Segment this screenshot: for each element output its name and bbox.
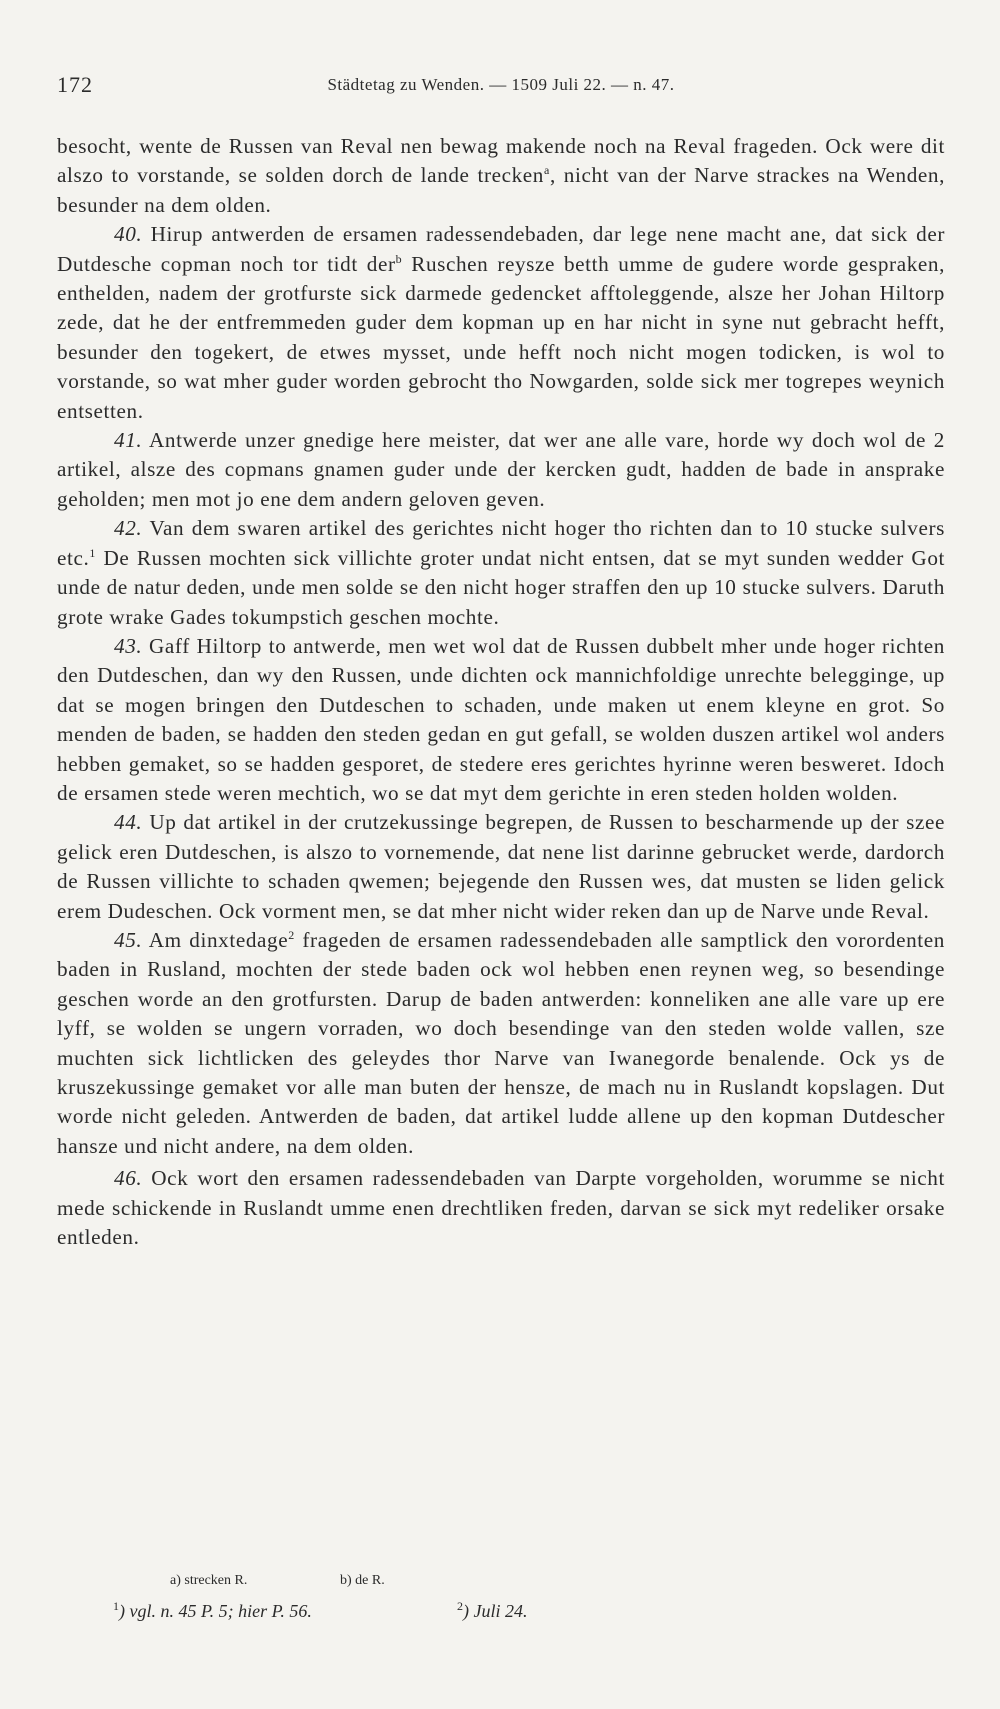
- textual-notes: [57, 1573, 945, 1601]
- paragraph-text: De Russen mochten sick villichte groter undat nicht entsen, dat se myt sunden wedder Got unde de natur deden, unde men solde se den nicht hoger straffen den up 10 stucke sulvers. Daruth grote wrake Gades tokumpstich geschen mochte.: [57, 545, 945, 629]
- footnote-ref: a: [544, 163, 550, 178]
- paragraph-text: frageden de ersamen radessendebaden alle samptlick den vorordenten baden in Rusland, mochten der stede baden ock wol hebben enen reynen weg, so besendinge geschen worde an den grotfursten. Darup de baden antwerden: konneliken ane alle vare up ere lyff, se wolden se ungern vorraden, wo doch besendinge van den steden wolde vallen, sze muchten sick lichtlicken des geleydes thor Narve van Iwanegorde benalende. Ock ys de kruszekussinge gemaket vor alle man buten der hensze, de mach nu in Ruslandt kopslagen. Dut worde nicht geleden. Antwerden de baden, dat artikel ludde allene up den kopman Dutdescher hansze und nicht andere, na dem olden.: [57, 927, 945, 1158]
- section-number: 42.: [114, 516, 143, 541]
- page-header: [57, 72, 945, 112]
- footnote-text: ) Juli 24.: [463, 1601, 528, 1621]
- footnote-a: a) strecken R.: [170, 1573, 248, 1588]
- paragraph-text: Up dat artikel in der crutzekussinge begrepen, de Russen to bescharmende up der szee gelick eren Dutdeschen, is alszo to vornemende, dat nene list darinne gebrucket werde, dardorch de Russen villichte to schaden qwemen; bejegende den Russen wes, dat musten se liden gelick erem Dudeschen. Ock vorment men, se dat mher nicht wider reken dan up de Narve unde Reval.: [57, 810, 945, 923]
- body-text: [57, 132, 945, 1252]
- footnote-mark: 2: [457, 1599, 463, 1613]
- section-44: [57, 808, 945, 926]
- footnote-text: ) vgl. n. 45 P. 5; hier P. 56.: [119, 1601, 312, 1621]
- section-number: 43.: [114, 633, 143, 658]
- footnote-b: b) de R.: [340, 1573, 385, 1588]
- paragraph-text: Ock wort den ersamen radessendebaden van Darpte vorgeholden, worumme se nicht mede schickende in Ruslandt umme enen drechtliken freden, darvan se sick myt redeliker orsake entleden.: [57, 1166, 945, 1250]
- paragraph-text: Am dinxtedage: [142, 927, 289, 952]
- section-42: [57, 514, 945, 632]
- paragraph-text: Antwerde unzer gnedige here meister, dat wer ane alle vare, horde wy doch wol de 2 artikel, alsze des copmans gnamen guder unde der kercken gudt, hadden de bade in ansprake geholden; men mot jo ene dem andern geloven geven.: [57, 428, 945, 511]
- paragraph-continuation: [57, 132, 945, 220]
- footnote-ref: b: [395, 251, 403, 266]
- footnote-2: [457, 1601, 528, 1622]
- section-46: [57, 1164, 945, 1252]
- footnote-ref: 2: [288, 927, 295, 942]
- footnotes: [57, 1573, 945, 1629]
- running-title: Städtetag zu Wenden. — 1509 Juli 22. — n. 47.: [327, 75, 675, 94]
- section-45: [57, 926, 945, 1161]
- section-number: 41.: [114, 428, 143, 453]
- footnote-mark: 1: [113, 1599, 119, 1613]
- paragraph-text: Hirup antwerden de ersamen radessendebaden, dar lege nene macht ane, dat sick der Dutdesche copman noch tor tidt der: [57, 222, 945, 276]
- paragraph-text: Ruschen reysze betth umme de gudere worde gespraken, enthelden, nadem der grotfurste sick darmede gedencket afftoleggende, alsze her Johan Hiltorp zede, dat he der entfremmeden guder dem kopman up en har nicht in syne nut gebracht hefft, besunder den togekert, de etwes mysset, unde hefft noch nicht mogen todicken, is wol to vorstande, so wat mher guder worden gebrocht tho Nowgarden, solde sick mer togrepes weynich entsetten.: [57, 251, 945, 423]
- paragraph-text: besocht, wente de Russen van Reval nen bewag makende noch na Reval frageden. Ock were dit alszo to vorstande, se solden dorch de lande trecken: [57, 134, 945, 188]
- paragraph-text: Van dem swaren artikel des gerichtes nicht hoger tho richten dan to 10 stucke sulvers etc.: [57, 516, 945, 570]
- content-notes: [57, 1601, 945, 1629]
- section-41: [57, 426, 945, 514]
- section-number: 44.: [114, 810, 143, 835]
- footnote-ref: 1: [89, 545, 97, 560]
- section-number: 45.: [114, 927, 143, 952]
- paragraph-text: Gaff Hiltorp to antwerde, men wet wol dat de Russen dubbelt mher unde hoger richten den Dutdeschen, dan wy den Russen, unde dichten ock mannichfoldige unrechte belegginge, up dat se mogen bringen den Dutdeschen to schaden, unde maken ut enem kleyne en grot. So menden de baden, se hadden den steden gedan en gut gefall, se wolden duszen artikel wol anders hebben gemaket, so se hadden gesporet, de stedere eres gerichtes hyrinne weren besweret. Idoch de ersamen stede weren mechtich, wo se dat myt dem gerichte in eren steden holden wolden.: [57, 633, 945, 805]
- footnote-1: [113, 1601, 312, 1622]
- section-number: 46.: [114, 1166, 143, 1191]
- page-number: 172: [57, 72, 93, 97]
- section-number: 40.: [114, 222, 143, 247]
- paragraph-text: , nicht van der Narve strackes na Wenden, besunder na dem olden.: [57, 163, 945, 217]
- section-40: [57, 220, 945, 426]
- section-43: [57, 632, 945, 808]
